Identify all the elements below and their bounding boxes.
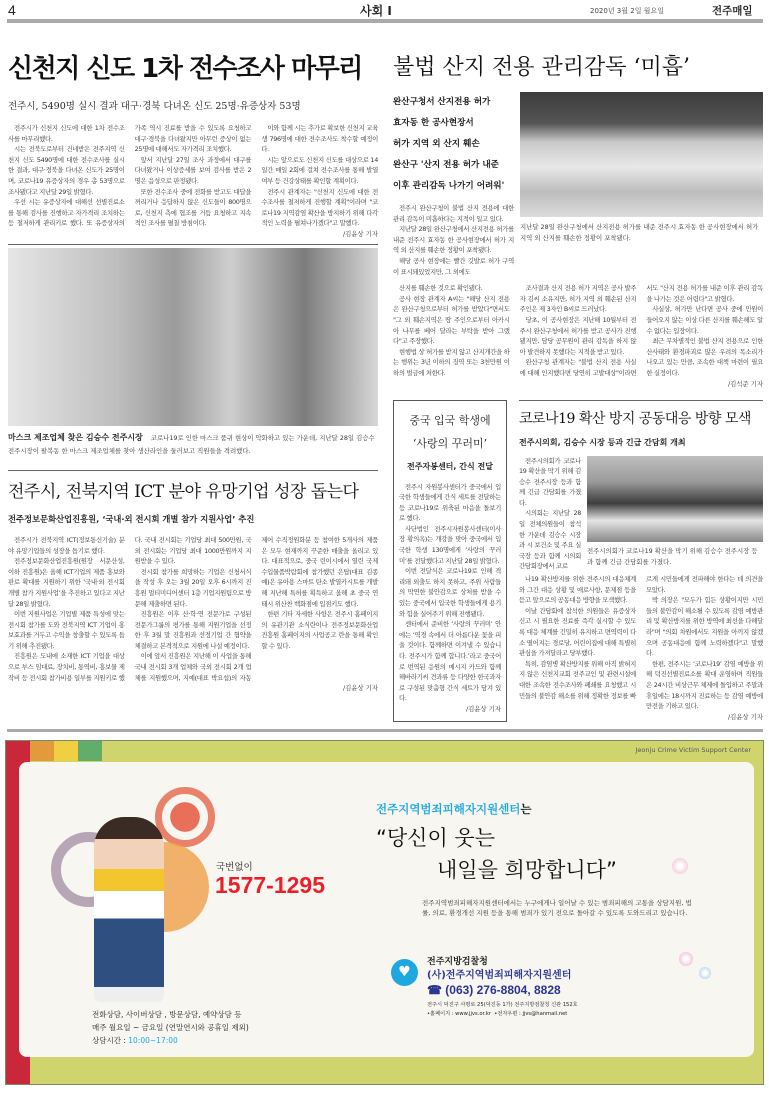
color-strip-orange xyxy=(30,741,54,761)
article5-top xyxy=(519,456,763,573)
article1-byline: /김윤상 기자 xyxy=(342,229,378,238)
page-header xyxy=(0,0,769,26)
left-column xyxy=(8,52,378,723)
hours-label: 상담시간 : xyxy=(92,1035,129,1045)
hotline-number[interactable]: 1577-1295 xyxy=(215,871,325,898)
pink-circle-icon xyxy=(672,858,688,874)
paragraph: 한편 기타 자세한 사항은 전주시 홈페이지의 유관기관 소식란이나 전주정보문화산업진흥원 홈페이지의 사업공고 란을 통해 확인할 수 있다. xyxy=(261,610,378,650)
paragraph: 진흥원은 이후 산·학·연 전문가로 구성된 전문가그룹의 평가를 통해 지원기업을 선정한 후 3월 말 진흥원과 선정기업 간 협약을 체결하고 본격적으로 지원에 나설 예정이다. xyxy=(134,610,252,650)
children-illustration xyxy=(94,817,164,1002)
org-name-1: 전주지방검찰청 xyxy=(427,956,488,967)
paragraph: 센터에서 준비한 ‘사랑의 꾸러미’ 안에는 ‘역경 속에서 더 아름다운 꽃을 피울 것이다. 함께하면 이겨낼 수 있습니다. 전주시가 함께 합니다.’라고 중국어로 번역된 응원의 메시지 카드와 함께 해바라기씨 견과류 등 다양한 한국과자로 구성된 맞춤형 간식 세트가 담겨 있다. xyxy=(399,620,501,703)
counsel-services: 전화상담, 사이버상담 , 방문상담, 예약상담 등 xyxy=(92,1009,242,1019)
article2-caption: 지난달 28일 완산구청에서 산지전용 허가를 내준 전주시 효자동 한 공사현장에서 허가 지역 외 산지를 훼손한 정황이 포착됐다. xyxy=(520,223,759,242)
paragraph: 특히, 감염병 확산방지를 위해 아직 밝혀지지 않은 신천지교회 전주교인 및 관련시설에 대한 조속한 전수조사와 폐쇄를 요청했고 시민들의 불안감 해소를 위해 정확한 정보를 빠르게 시민들에게 전파해야 한다는 데 의견을 모았다. xyxy=(519,575,763,700)
paragraph: 현행법 상 허가를 받지 않고 산지개간을 하는 행위는 3년 이하의 징역 또는 3천만원 이하의 벌금에 처한다. xyxy=(393,347,510,377)
paragraph: 시의회는 지난달 28일 전체의원들이 참석한 가운데 김승수 시장과 시 보건소 및 주요 실국장 등과 함께 시의회 간담회장에서 코로 xyxy=(519,509,581,571)
article5-byline: /김윤상 기자 xyxy=(727,712,763,721)
right-column xyxy=(393,52,763,723)
email-link[interactable]: •전자우편 : jjvs@hanmail.net xyxy=(494,1010,568,1017)
paragraph: 전주시가 신천지 신도에 대한 1차 전수조사를 마무리했다. xyxy=(8,124,125,143)
article2-subhead: 효자동 한 공사현장서 xyxy=(393,118,474,128)
article2-subhead: 완산구청서 산지전용 허가 xyxy=(393,97,491,107)
council-article xyxy=(519,400,763,723)
article4-byline: /김윤상 기자 xyxy=(465,704,501,713)
divider xyxy=(519,400,763,401)
org-web-email xyxy=(427,1010,567,1018)
article2-subhead: 완산구 '산지 전용 허가 내준 xyxy=(393,160,499,170)
hours-value: 10:00~17:00 xyxy=(128,1035,178,1045)
article4-headline-1: 중국 입국 학생에 xyxy=(409,413,491,427)
paragraph: 이와 함께 시는 추가로 확보한 신천지 교육생 796명에 대한 전수조사도 착수할 예정이다. xyxy=(261,124,378,154)
color-strip-yellow xyxy=(54,741,78,761)
counsel-hours xyxy=(92,1035,178,1046)
article5-headline: 코로나19 확산 방지 공동대응 방향 모색 xyxy=(519,410,751,427)
paragraph: 이번 지원사업은 기업별 제품 특성에 맞는 전시회 참가를 도와 전북지역 ICT 기업이 홍보효과를 거두고 수익을 창출할 수 있도록 돕기 위해 추진됐다. xyxy=(8,610,125,650)
paragraph: 전시회 참가를 희망하는 기업은 신청서식을 작성 후 오는 3월 20일 오후 6시까지 진흥원 멀티미디어센터 1층 기업지원팀으로 방문해 제출하면 된다. xyxy=(134,567,252,608)
article2-left-col xyxy=(393,92,514,277)
paragraph: 전주시 관계자는 "신천지 신도에 대한 전수조사를 철저하게 진행할 계획"이라며 "코로나19 지역감염 확산을 방지하기 위해 다각적인 노력을 펼쳐나가겠다"고 말했다. xyxy=(261,187,378,228)
paragraph: 이에 앞서 진흥원은 지난해 이 사업을 통해 국내 전시회 3개 업체와 국외 전시회 2개 업체를 지원했으며, 지예(대표 박요섭)의 자동제어 수직정원화분 등 참여한 5개사의 제품은 모두 현재까지 꾸준한 매출을 올리고 있다. 대표적으로, 중국 린이시에서 열린 국제수입물품박람회에 참가했던 은탑(대표 김종예)은 유아용 스마트 탄소 발열카시트를 개발해 지난해 특허를 획득하고 올해 초 중국 연태시 위산찬 백화점에 입점키도 했다. xyxy=(134,535,378,682)
article5-photo-col xyxy=(587,456,763,573)
paragraph: 공사 현장 관계자 A씨는 "해당 산지 전용은 완산구청으로부터 허가를 받았다"면서도 "그 외 훼손지역은 땅 주인으로부터 아카시아 나무를 베어 달라는 부탁을 받아 그랬다"고 주장했다. xyxy=(393,294,510,346)
paragraph: 이번 전달식은 코로나19로 인해 격리돼 외출도 하지 못하고, 주위 사람들의 막연한 불안감으로 상처를 받을 수 있는 중국에서 입국한 학생들에게 용기와 힘을 실어주기 위해 진행됐다. xyxy=(399,567,501,618)
article5-subtitle: 전주시의회, 김승수 시장 등과 긴급 간담회 개최 xyxy=(519,437,686,447)
paragraph: 사단법인 전주시자원봉사센터(이사장 황의옥)는 개강을 맞아 중국에서 입국한 학생 130명에게 ‘사랑의 꾸러미’를 전달했다고 지난달 28일 밝혔다. xyxy=(399,524,501,565)
article1-caption: 코로나19로 인한 마스크 품귀 현상이 악화하고 있는 가운데, 지난달 28일 김승수 전주시장이 팔복동 한 마스크 제조업체를 찾아 생산라인을 둘러보고 직원들을 격려했다. xyxy=(8,433,375,455)
crime-victim-center-ad xyxy=(5,740,764,1085)
paragraph: 완산구청 관계자는 "불법 산지 전용 사실에 대해 인지했다면 당연히 고발대상"이라면서도 "산지 전용 허가를 내준 이후 관리 감독을 나가는 것은 어렵다"고 밝혔다. xyxy=(519,284,763,377)
paragraph: 최근 무차별적인 불법 산지 전용으로 인한 산사태와 환경파괴로 많은 우려의 목소리가 나오고 있는 만큼, 조속한 대책 마련이 필요한 실정이다. xyxy=(646,337,763,377)
paragraph: 산지를 훼손한 것으로 확인됐다. xyxy=(399,284,483,293)
paragraph: 전주시가 전북지역 ICT(정보통신기술) 분야 유망기업들의 성장을 돕기로 했다. xyxy=(8,535,125,555)
paragraph: 조사결과 산지 전용 허가 지역은 공사 발주자 김씨 소유지만, 허가 지역 외 훼손된 산지 주인은 제 3자인 B씨로 드러났다. xyxy=(519,284,637,314)
homepage-link[interactable]: •홈페이지 : www.jjvs.or.kr xyxy=(427,1010,491,1017)
paragraph: 해당 공사 현장에는 빨간 깃발로 허가 구역이 표시돼있었지만, 그 외에도 xyxy=(393,256,514,276)
paragraph: 나19 확산방지를 위한 전주시의 대응체계와 그간 대응 상황 및 애로사항, 문제점 등을 듣고 앞으로의 공동대응 방향을 모색했다. xyxy=(519,575,636,605)
article2-headline: 불법 산지 전용 관리감독 ‘미흡’ xyxy=(393,55,690,80)
pink-circle-icon xyxy=(679,952,693,966)
article2-subhead: 허가 지역 외 산지 훼손 xyxy=(393,139,480,149)
org-address: 전주시 덕진구 사평로 25(덕진동 1가) 전주지방검찰청 신관 152호 xyxy=(427,1001,578,1008)
article3-body xyxy=(8,535,378,683)
blue-circle-icon xyxy=(699,967,711,979)
issue-date: 2020년 3월 2일 월요일 xyxy=(590,7,664,15)
color-strip-green xyxy=(78,741,102,761)
paragraph: 우선 시는 유증상자에 대해선 선별진료소를 통해 검사를 진행하고 자가격리 조치하는 등 철저하게 관리키로 했다. 또 유증상자의 가족 역시 진료를 받을 수 있도록 요청하고 대구·경북을 다녀왔지만 아무런 증상이 없는 25명에 대해서도 자가격리 조치했다. xyxy=(8,124,252,228)
paragraph: 전주시 완산구청이 불법 산지 전용에 대한 관리 감독이 미흡하다는 지적이 일고 있다. xyxy=(393,204,514,223)
paragraph: 박 의장은 "모두가 힘든 상황이지만 시민들의 불안감이 해소될 수 있도록 감염 예방관리 및 확산방지를 위한 방역에 최선을 다해달라"며 "의회 차원에서도 지원을 아끼지 않겠으며 공동대응에 함께 노력하겠다"고 말했다. xyxy=(646,596,763,658)
article2-body-b xyxy=(393,283,763,378)
article3-subtitle: 전주정보문화산업진흥원, ‘국내·외 전시회 개별 참가 지원사업’ 추진 xyxy=(8,513,255,524)
center-name: 전주지역범죄피해자지원센터 xyxy=(376,801,521,816)
article5-body-a xyxy=(519,456,581,573)
paragraph: 시는 전북도로부터 건네받은 전주지역 신천지 신도 5490명에 대한 전수조사를 실시한 결과, 대구·경북을 다녀온 신도가 25명이며, 코로나19 유증상자의 경우 총 53명으로 조사됐다고 지난달 29일 밝혔다. xyxy=(8,145,125,196)
section-name: 사회 I xyxy=(360,4,392,18)
paragraph: 전주시의회가 코로나19 확산을 막기 위해 김승수 전주시장 등과 함께 긴급 간담회를 가졌다. xyxy=(519,456,581,507)
illegal-mountain-photo xyxy=(520,92,763,217)
paragraph: 이날 간담회에 참석한 의원들은 유증상자 신고 시 필요한 진료를 즉각 실시할 수 있도록 대응 체계를 긴밀히 유지하고 면역력이 다소 떨어지는 경로당, 어린이집에 대해 특별히 관심을 가져달라고 당부했다. xyxy=(519,606,636,658)
header-rule xyxy=(7,19,763,23)
article5-body-b xyxy=(519,574,763,712)
volunteer-article-box xyxy=(393,400,507,722)
prosecutors-office-logo-icon: ♥ xyxy=(391,959,418,986)
article4-subtitle: 전주자봉센터, 간식 전달 xyxy=(407,461,493,471)
article4-headline-2: ‘사랑의 꾸러미’ xyxy=(412,436,488,450)
article2-byline: /김석준 기자 xyxy=(727,379,763,388)
paragraph: 한편, 전주시는 ‘코로나19’ 감염 예방을 위해 덕진선별진료소를 확대 운영하며 직원들은 24시간 비상근무 체제에 돌입하고 주말과 휴일에는 18시까지 진료하는 등 감염 예방에 만전을 기하고 있다. xyxy=(646,659,763,711)
paragraph: 또한 전수조사 중에 전화를 받고도 대답을 꺼리거나 응답하지 않은 신도들이 800명으로, 신천지 측에 협조를 거듭 요청하고 지속적인 조사를 펼칠 방침이다. xyxy=(134,187,252,228)
ad-description: 전주지역범죄피해자지원센터에서는 누구에게나 일어날 수 있는 범죄피해의 고통을 상담지원, 법률, 의료, 환경개선 지원 등을 통해 범죄가 있기 전으로 돌아갈 수 있도록 도와드리고 있습니다. xyxy=(422,898,692,918)
article5-caption: 전주시의회가 코로나19 확산을 막기 위해 김승수 전주시장 등과 함께 긴급 간담회를 가졌다. xyxy=(587,546,758,566)
council-meeting-photo xyxy=(587,456,763,542)
paragraph: 앞서 지난달 27일 조사 과정에서 대구를 다녀왔거나 이상증세를 보여 검사를 받은 2명은 음성으로 판정됐다. xyxy=(134,155,252,185)
paragraph: 전주정보문화산업진흥원(원장 서문산성, 이하 진흥원)은 올해 ICT기업의 제품 홍보와 판로 확대를 지원하기 위한 ‘국내·외 전시회 개별 참가 지원사업’을 추진하고 있다고 지난달 28일 밝혔다. xyxy=(8,557,125,608)
article1-headline: 신천지 신도 1차 전수조사 마무리 xyxy=(8,54,362,84)
target-circle-icon xyxy=(155,787,215,847)
divider xyxy=(8,244,378,245)
newspaper-name: 전주매일 xyxy=(712,5,753,17)
paragraph: 지난달 28일 완산구청에서 산지전용 허가를 내준 전주시 효자동 한 공사현장에서 허가 지역 외 산지를 훼손한 정황이 포착됐다. xyxy=(393,225,514,255)
article2-photo-col xyxy=(520,92,763,277)
article4-body xyxy=(399,482,501,704)
article3-byline: /김윤상 기자 xyxy=(342,684,378,693)
paragraph: 사실상, 허가만 난다면 공사 중에 민원이 들어오지 않는 이상 다른 산지를 훼손해도 알 수 없다는 입장이다. xyxy=(646,305,763,335)
mask-factory-photo xyxy=(8,248,378,426)
intro-suffix: 는 xyxy=(520,801,532,816)
hotline-label: 국번없이 xyxy=(216,861,253,873)
slogan-line-2: 내일을 희망합니다” xyxy=(437,857,617,882)
slogan-line-1: “당신이 웃는 xyxy=(376,825,495,850)
article2-body-a xyxy=(393,203,514,277)
paragraph: 전주시 자원봉사센터가 중국에서 입국한 학생들에게 간식 세트를 전달하는 등 코로나19로 위축된 마음을 돌보기로 했다. xyxy=(399,482,501,523)
paragraph: 진흥원은 도내에 소재한 ICT 기업을 대상으로 부스 임대료, 장치비, 통역비, 홍보물 제작비 등 전시회 참가비용 일부를 지원키로 했다. 국내 전시회는 기업당 최대 500만원, 국외 전시회는 기업당 최대 1000만원까지 지원받을 수 있다. xyxy=(8,535,252,682)
article1-body xyxy=(8,123,378,229)
article3-headline: 전주시, 전북지역 ICT 분야 유망기업 성장 돕는다 xyxy=(8,481,359,502)
paragraph: 시는 앞으로도 신천지 신도를 대상으로 14일간 매일 2회에 걸쳐 전수조사를 통해 발열 여부 등 건강상태를 확인할 계획이다. xyxy=(261,155,378,185)
paragraph: 당초, 이 공사현장은 지난해 10월부터 전주시 완산구청에서 허가를 받고 공사가 진행됐지만, 담당 공무원이 관리 감독을 하지 않아 발견하지 못했다는 지적을 받고 있다. xyxy=(519,315,637,356)
ad-panel xyxy=(19,762,754,1057)
article1-caption-title: 마스크 제조업체 찾은 김승수 전주시장 xyxy=(8,432,143,442)
article1-subtitle: 전주시, 5490명 실시 결과 대구·경북 다녀온 신도 25명·유증상자 53명 xyxy=(8,101,301,112)
article1-caption-block xyxy=(8,431,378,458)
counsel-days: 매주 월요일 ~ 금요일 (연말연시와 공휴일 제외) xyxy=(92,1022,249,1032)
ad-intro xyxy=(376,801,532,817)
page-number: 4 xyxy=(8,2,16,18)
article2-subhead: 이후 관리감독 나가기 어려워' xyxy=(393,181,505,191)
ad-english-name: Jeonju Crime Victim Support Center xyxy=(635,745,751,754)
divider xyxy=(8,470,378,471)
article2-top xyxy=(393,92,763,277)
org-phone[interactable]: ☎ (063) 276-8804, 8828 xyxy=(427,982,561,997)
right-bottom xyxy=(393,400,763,723)
org-name-2: (사)전주지역범죄피해자지원센터 xyxy=(427,969,572,981)
